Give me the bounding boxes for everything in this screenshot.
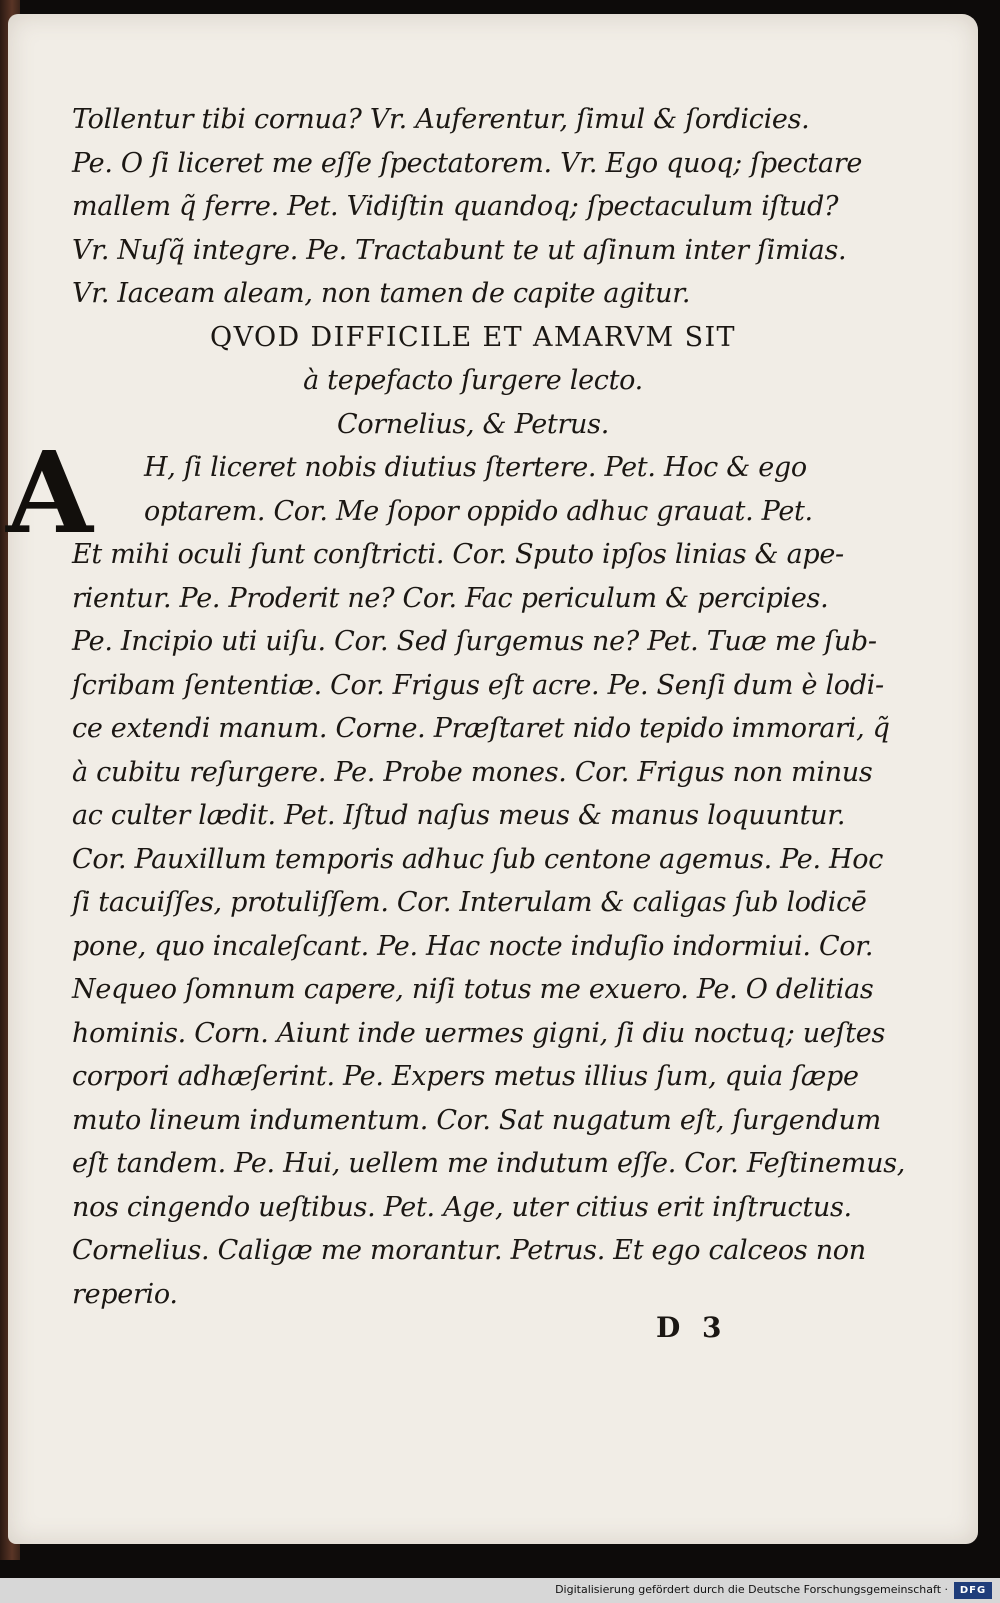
text-line: Pe. O ſi liceret me eſſe ſpectatorem. Vr. Ego quoq; ſpectare	[72, 147, 863, 179]
chapter-subheading: à tepefacto ſurgere lecto.	[303, 365, 643, 396]
text-line: ſi tacuiſſes, protuliſſem. Cor. Interulam & caligas ſub lodicē	[72, 887, 867, 918]
dfg-logo-icon: DFG	[954, 1582, 992, 1599]
text-line: Cor. Pauxillum temporis adhuc ſub centone agemus. Pe. Hoc	[72, 843, 884, 875]
text-line: Et mihi oculi ſunt conſtricti. Cor. Sputo ipſos linias & ape-	[72, 539, 844, 570]
footer-credit: Digitalisierung gefördert durch die Deutsche Forschungsgemeinschaft ·	[555, 1583, 948, 1596]
text-line: mallem q̃ ferre. Pet. Vidiſtin quandoq; ſpectaculum iſtud?	[72, 191, 839, 222]
text-line: hominis. Corn. Aiunt inde uermes gigni, ſi diu noctuq; ueſtes	[72, 1017, 886, 1049]
text-line: Pe. Incipio uti uiſu. Cor. Sed ſurgemus ne? Pet. Tuæ me ſub-	[72, 626, 877, 657]
text-line: H, ſi liceret nobis diutius ſtertere. Pet. Hoc & ego	[144, 452, 807, 483]
text-line: muto lineum indumentum. Cor. Sat nugatum eſt, ſurgendum	[72, 1104, 881, 1136]
text-line: Nequeo ſomnum capere, niſi totus me exuero. Pe. O delitias	[72, 974, 874, 1005]
text-line: corpori adhæſerint. Pe. Expers metus illius ſum, quia ſæpe	[72, 1061, 859, 1092]
drop-cap-initial: A	[6, 428, 93, 559]
text-line: pone, quo incaleſcant. Pe. Hac nocte induſio indormiui. Cor.	[72, 930, 874, 962]
text-line: ce extendi manum. Corne. Præſtaret nido tepido immorari, q̃	[72, 713, 890, 744]
text-line: reperio.	[72, 1278, 178, 1310]
text-line: ac culter lædit. Pet. Iſtud naſus meus & manus loquuntur.	[72, 800, 846, 831]
text-line: optarem. Cor. Me ſopor oppido adhuc grauat. Pet.	[144, 495, 813, 527]
text-line: Vr. Nuſq̃ integre. Pe. Tractabunt te ut aſinum inter ſimias.	[72, 234, 847, 266]
text-line: nos cingendo ueſtibus. Pet. Age, uter citius erit inſtructus.	[72, 1191, 852, 1223]
text-line: eſt tandem. Pe. Hui, uellem me indutum eſſe. Cor. Feſtinemus,	[72, 1148, 906, 1179]
signature-mark: D 3	[656, 1311, 728, 1344]
text-line: rientur. Pe. Proderit ne? Cor. Fac periculum & percipies.	[72, 582, 829, 614]
chapter-heading: QVOD DIFFICILE ET AMARVM SIT	[210, 321, 736, 353]
text-line: à cubitu reſurgere. Pe. Probe mones. Cor. Frigus non minus	[72, 756, 873, 788]
footer-bar	[0, 1578, 1000, 1603]
page-text	[72, 98, 906, 1316]
book-page	[8, 14, 978, 1544]
dialogue-speakers: Cornelius, & Petrus.	[336, 408, 609, 440]
text-line: ſcribam ſententiæ. Cor. Frigus eſt acre. Pe. Senſi dum è lodi-	[72, 669, 884, 701]
text-line: Cornelius. Caligæ me morantur. Petrus. Et ego calceos non	[72, 1235, 866, 1266]
text-line: Vr. Iaceam aleam, non tamen de capite agitur.	[72, 278, 691, 309]
text-line: Tollentur tibi cornua? Vr. Auferentur, ſimul & ſordicies.	[72, 104, 810, 135]
